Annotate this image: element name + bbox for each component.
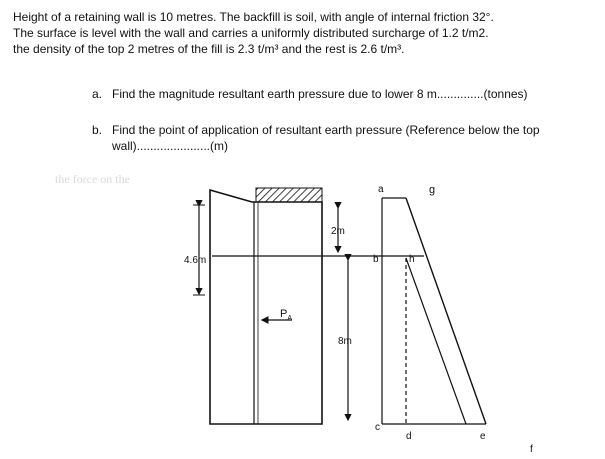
point-c-label: c — [375, 422, 380, 433]
dim-4-6-label: 4.6m — [184, 255, 207, 266]
point-h-label: h — [409, 254, 415, 265]
problem-line-2: The surface is level with the wall and carries a uniformly distributed surcharge of 1.2 t/m2. — [13, 26, 489, 40]
pressure-surcharge-line — [406, 198, 486, 424]
question-a-letter: a. — [92, 87, 103, 101]
point-b-label: b — [373, 254, 379, 265]
problem-line-3: the density of the top 2 metres of the fill is 2.3 t/m³ and the rest is 2.6 t/m³. — [13, 42, 405, 56]
problem-line-1: Height of a retaining wall is 10 metres. The backfill is soil, with angle of internal friction 32°. — [13, 10, 494, 24]
dim-2-label: 2m — [331, 226, 345, 237]
surcharge-hatching — [256, 188, 322, 202]
point-a-label: a — [378, 184, 384, 195]
faint-background-text: the force on the — [55, 172, 130, 186]
point-f-label: f — [530, 444, 533, 455]
question-b-letter: b. — [92, 123, 103, 137]
question-b-text: Find the point of application of resultant earth pressure (Reference below the top wall)......................(m) — [112, 123, 540, 153]
dim-8-label: 8m — [338, 336, 352, 347]
retaining-wall — [210, 190, 322, 424]
point-g-label: g — [429, 184, 436, 196]
question-a-text: Find the magnitude resultant earth pressure due to lower 8 m..............(tonnes) — [112, 87, 528, 101]
point-e-label: e — [480, 431, 486, 442]
point-d-label: d — [406, 431, 412, 442]
pa-label: $P_A$ — [280, 308, 293, 322]
